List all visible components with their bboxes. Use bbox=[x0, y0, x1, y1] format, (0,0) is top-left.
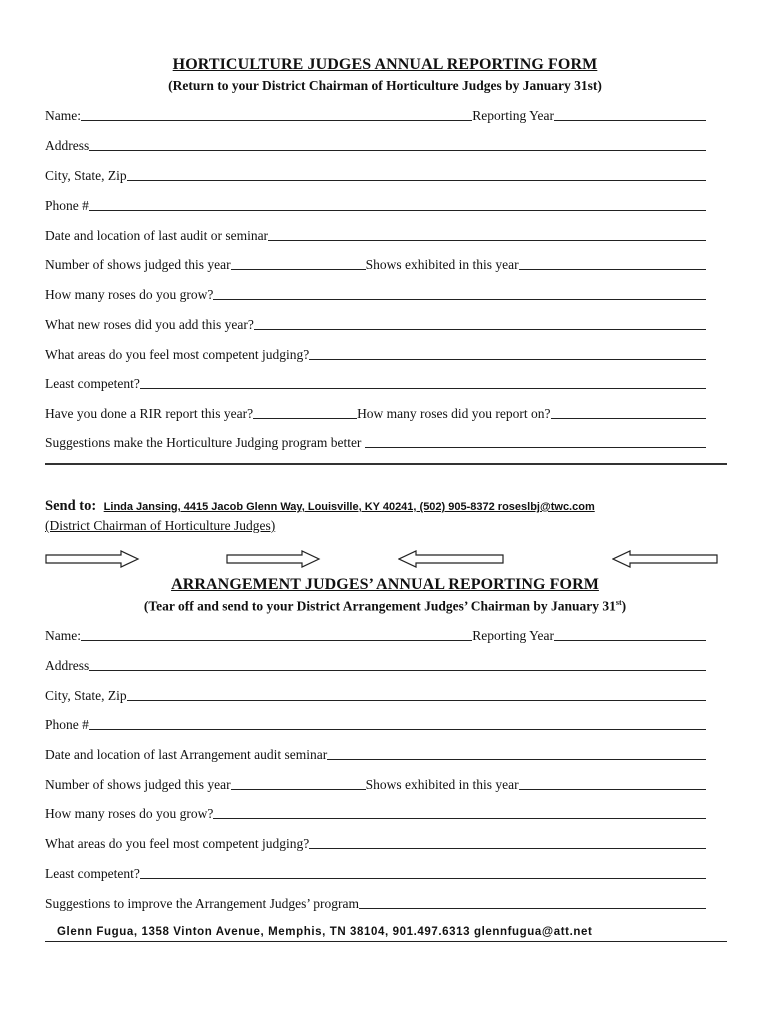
arrangement-subtitle bbox=[0, 598, 770, 615]
new-roses-field[interactable] bbox=[254, 316, 706, 330]
roses-grow-field[interactable] bbox=[213, 286, 706, 300]
arr-suggestions-row bbox=[45, 894, 706, 912]
arr-phone-row bbox=[45, 715, 706, 733]
least-competent-label: Least competent? bbox=[45, 866, 140, 881]
shows-judged-label: Number of shows judged this year bbox=[45, 777, 231, 792]
shows-exhibited-label: Shows exhibited in this year bbox=[365, 257, 519, 272]
address-field[interactable] bbox=[89, 657, 706, 671]
name-label: Name: bbox=[45, 108, 81, 123]
roses-grow-field[interactable] bbox=[213, 805, 706, 819]
arrow-right-icon bbox=[45, 550, 140, 568]
suggestions-label: Suggestions make the Horticulture Judging program better bbox=[45, 435, 362, 450]
arr-audit-row bbox=[45, 745, 706, 763]
arr-roses-grow-row bbox=[45, 804, 706, 822]
hort-city-row bbox=[45, 166, 706, 184]
shows-exhibited-label: Shows exhibited in this year bbox=[365, 777, 519, 792]
least-competent-field[interactable] bbox=[140, 375, 706, 389]
audit-field[interactable] bbox=[268, 227, 706, 241]
reporting-year-field[interactable] bbox=[554, 107, 706, 121]
arrow-left-icon bbox=[612, 550, 718, 568]
district-chairman-note: (District Chairman of Horticulture Judges) bbox=[45, 518, 276, 533]
shows-judged-label: Number of shows judged this year bbox=[45, 257, 231, 272]
competent-label: What areas do you feel most competent judging? bbox=[45, 836, 310, 851]
arr-competent-row bbox=[45, 834, 706, 852]
shows-exhibited-field[interactable] bbox=[519, 256, 706, 270]
hort-rir-row bbox=[45, 404, 706, 422]
arr-city-row bbox=[45, 686, 706, 704]
reporting-year-label: Reporting Year bbox=[472, 108, 554, 123]
arrangement-subtitle-end: ) bbox=[621, 598, 627, 614]
city-field[interactable] bbox=[127, 687, 706, 701]
send-to-label: Send to: bbox=[45, 498, 97, 514]
city-field[interactable] bbox=[127, 167, 706, 181]
hort-new-roses-row bbox=[45, 315, 706, 333]
name-label: Name: bbox=[45, 628, 81, 643]
audit-label: Date and location of last Arrangement audit seminar bbox=[45, 747, 328, 762]
horticulture-subtitle: (Return to your District Chairman of Horticulture Judges by January 31st) bbox=[168, 78, 602, 93]
city-label: City, State, Zip bbox=[45, 688, 127, 703]
competent-label: What areas do you feel most competent judging? bbox=[45, 347, 310, 362]
competent-field[interactable] bbox=[309, 346, 706, 360]
roses-grow-label: How many roses do you grow? bbox=[45, 287, 214, 302]
suggestions-field[interactable] bbox=[365, 434, 706, 448]
shows-exhibited-field[interactable] bbox=[519, 776, 706, 790]
audit-field[interactable] bbox=[327, 746, 706, 760]
phone-label: Phone # bbox=[45, 717, 89, 732]
rir-field[interactable] bbox=[253, 405, 357, 419]
hort-name-row bbox=[45, 106, 706, 124]
shows-judged-field[interactable] bbox=[231, 776, 366, 790]
hort-suggestions-row bbox=[45, 433, 706, 451]
hort-roses-grow-row bbox=[45, 285, 706, 303]
hort-shows-row bbox=[45, 255, 706, 273]
horticulture-title: HORTICULTURE JUDGES ANNUAL REPORTING FORM bbox=[172, 56, 598, 73]
name-field[interactable] bbox=[81, 107, 472, 121]
least-competent-field[interactable] bbox=[140, 865, 706, 879]
rir-count-field[interactable] bbox=[551, 405, 706, 419]
phone-label: Phone # bbox=[45, 198, 89, 213]
arr-shows-row bbox=[45, 775, 706, 793]
hort-least-row bbox=[45, 374, 706, 392]
arrangement-chairman-contact: Glenn Fugua, 1358 Vinton Avenue, Memphis, TN 38104, 901.497.6313 glennfugua@att.net bbox=[45, 926, 727, 942]
suggestions-field[interactable] bbox=[359, 895, 706, 909]
arrangement-subtitle-sup: st bbox=[615, 598, 622, 607]
arr-name-row bbox=[45, 626, 706, 644]
city-label: City, State, Zip bbox=[45, 168, 127, 183]
hort-competent-row bbox=[45, 345, 706, 363]
phone-field[interactable] bbox=[89, 716, 706, 730]
competent-field[interactable] bbox=[309, 835, 706, 849]
arrow-left-icon bbox=[398, 550, 504, 568]
hort-address-row bbox=[45, 136, 706, 154]
arr-address-row bbox=[45, 656, 706, 674]
name-field[interactable] bbox=[81, 627, 472, 641]
send-to-address: Linda Jansing, 4415 Jacob Glenn Way, Louisville, KY 40241, (502) 905-8372 roseslbj@twc.com bbox=[103, 501, 595, 513]
send-to-line bbox=[45, 498, 595, 515]
shows-judged-field[interactable] bbox=[231, 256, 366, 270]
roses-grow-label: How many roses do you grow? bbox=[45, 806, 214, 821]
audit-label: Date and location of last audit or seminar bbox=[45, 228, 269, 243]
least-competent-label: Least competent? bbox=[45, 376, 140, 391]
hort-phone-row bbox=[45, 196, 706, 214]
phone-field[interactable] bbox=[89, 197, 706, 211]
arr-least-row bbox=[45, 864, 706, 882]
address-label: Address bbox=[45, 658, 90, 673]
reporting-year-label: Reporting Year bbox=[472, 628, 554, 643]
arrangement-subtitle-main: (Tear off and send to your District Arrangement Judges’ Chairman by January 31 bbox=[143, 598, 616, 614]
tear-off-divider bbox=[45, 463, 727, 465]
address-field[interactable] bbox=[89, 137, 706, 151]
suggestions-label: Suggestions to improve the Arrangement Judges’ program bbox=[45, 896, 359, 911]
rir-label: Have you done a RIR report this year? bbox=[45, 406, 254, 421]
hort-audit-row bbox=[45, 226, 706, 244]
reporting-year-field[interactable] bbox=[554, 627, 706, 641]
rir-count-label: How many roses did you report on? bbox=[357, 406, 551, 421]
arrangement-title: ARRANGEMENT JUDGES’ ANNUAL REPORTING FORM bbox=[171, 576, 599, 593]
arrow-right-icon bbox=[226, 550, 321, 568]
new-roses-label: What new roses did you add this year? bbox=[45, 317, 254, 332]
address-label: Address bbox=[45, 138, 90, 153]
